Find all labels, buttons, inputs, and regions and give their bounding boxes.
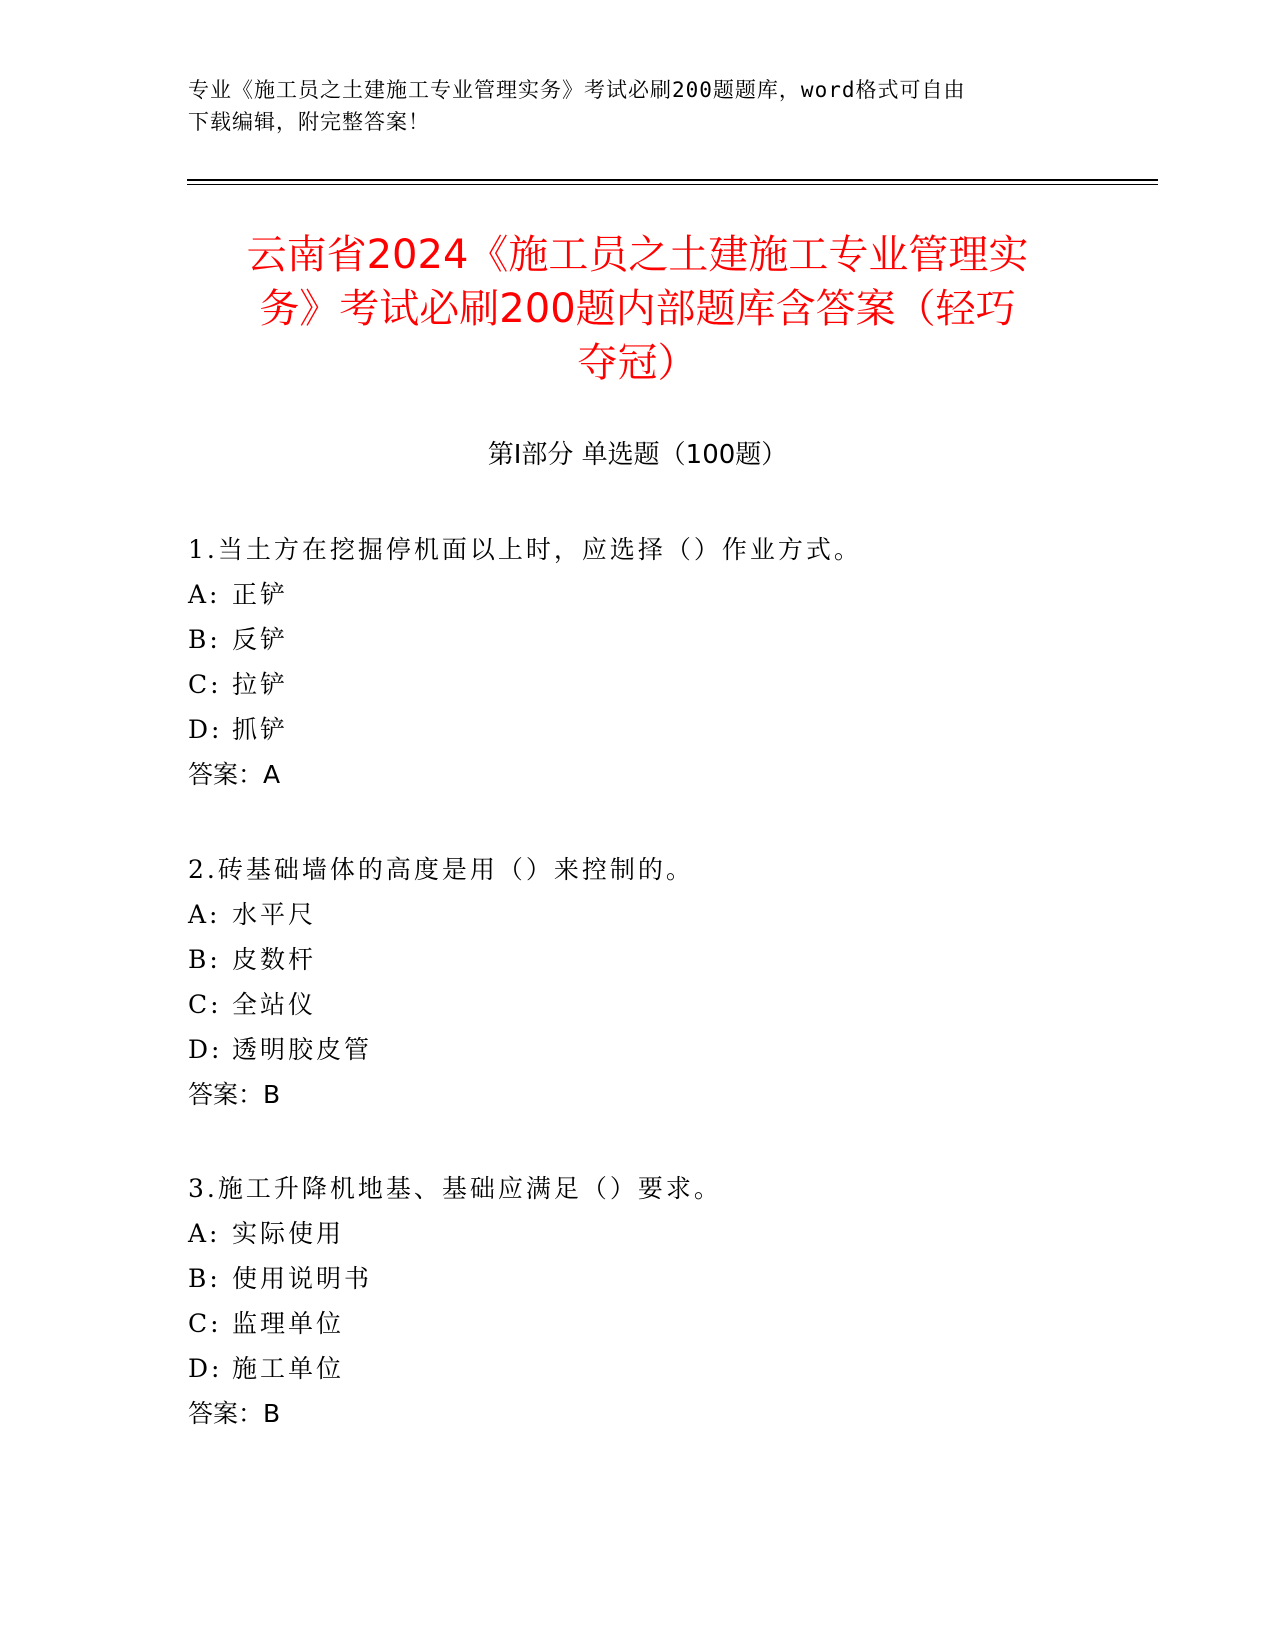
answer: 答案：B (188, 1080, 281, 1109)
option-key: C: (188, 1309, 222, 1338)
question-2 (188, 847, 1088, 1117)
option-text: 反铲 (232, 625, 289, 654)
option-c (188, 1301, 1088, 1346)
header-divider-thin (187, 184, 1158, 185)
option-key: B: (188, 625, 221, 654)
header-divider-thick (187, 179, 1158, 181)
option-key: D: (188, 1035, 223, 1064)
option-b (188, 1256, 1088, 1301)
question-3 (188, 1166, 1088, 1436)
option-d (188, 1346, 1088, 1391)
option-key: A: (188, 1219, 221, 1248)
option-key: D: (188, 715, 223, 744)
option-key: B: (188, 1264, 221, 1293)
option-text: 施工单位 (232, 1354, 345, 1383)
option-key: B: (188, 945, 221, 974)
document-title (180, 228, 1095, 390)
section-title: 第Ⅰ部分 单选题（100题） (487, 440, 788, 470)
option-a (188, 892, 1088, 937)
question-1 (188, 527, 1088, 797)
title-line-2: 务》考试必刷200题内部题库含答案（轻巧 (259, 286, 1016, 332)
option-a (188, 1211, 1088, 1256)
option-text: 全站仪 (232, 990, 317, 1019)
header-note-line-2: 下载编辑，附完整答案！ (188, 110, 430, 134)
header-note-line-1: 专业《施工员之土建施工专业管理实务》考试必刷200题题库，word格式可自由 (188, 78, 966, 102)
option-c (188, 982, 1088, 1027)
answer: 答案：B (188, 1399, 281, 1428)
option-text: 水平尺 (232, 900, 317, 929)
option-text: 实际使用 (232, 1219, 345, 1248)
option-key: C: (188, 990, 222, 1019)
option-text: 监理单位 (232, 1309, 345, 1338)
option-text: 抓铲 (232, 715, 289, 744)
option-d (188, 707, 1088, 752)
option-key: A: (188, 900, 221, 929)
option-text: 皮数杆 (232, 945, 317, 974)
option-text: 正铲 (232, 580, 289, 609)
option-c (188, 662, 1088, 707)
option-b (188, 617, 1088, 662)
question-stem: 2.砖基础墙体的高度是用（）来控制的。 (188, 855, 694, 884)
option-text: 拉铲 (232, 670, 289, 699)
title-line-1: 云南省2024《施工员之土建施工专业管理实 (246, 232, 1029, 278)
option-d (188, 1027, 1088, 1072)
option-key: A: (188, 580, 221, 609)
answer: 答案：A (188, 760, 281, 789)
option-text: 透明胶皮管 (232, 1035, 373, 1064)
header-note (188, 74, 1088, 138)
option-text: 使用说明书 (232, 1264, 373, 1293)
question-stem: 3.施工升降机地基、基础应满足（）要求。 (188, 1174, 722, 1203)
option-key: C: (188, 670, 222, 699)
option-key: D: (188, 1354, 223, 1383)
option-b (188, 937, 1088, 982)
question-stem: 1.当土方在挖掘停机面以上时，应选择（）作业方式。 (188, 535, 862, 564)
option-a (188, 572, 1088, 617)
title-line-3: 夺冠） (577, 340, 698, 386)
